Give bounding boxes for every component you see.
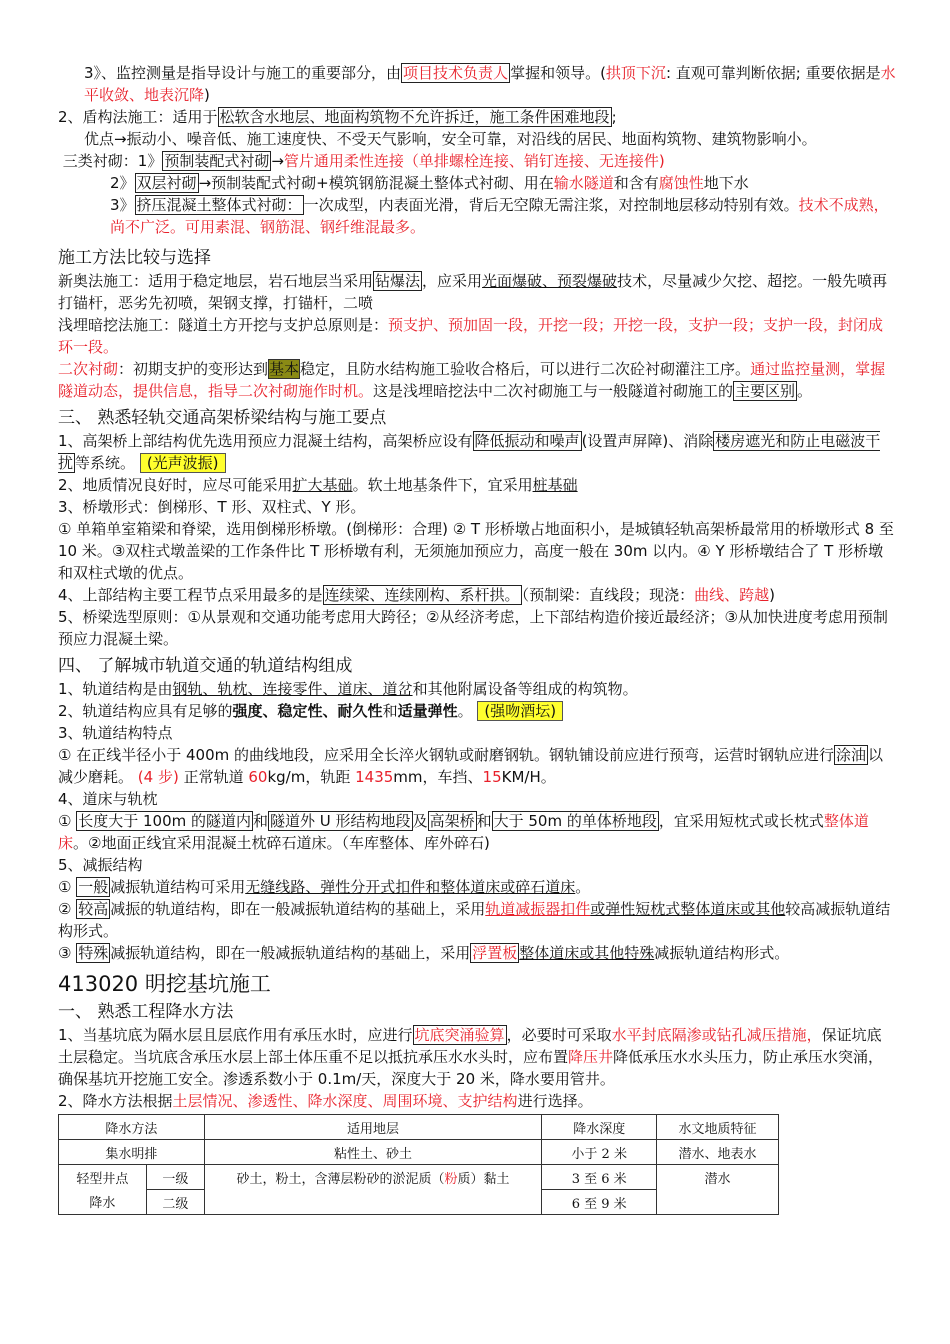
- table-cell: 潜水、地表水: [657, 1140, 779, 1165]
- text: 减振轨道结构，即在一般减振轨道结构的基础上，采用: [110, 944, 471, 962]
- text: 4、道床与轨枕: [58, 790, 158, 808]
- boxed-text: 特殊: [78, 944, 109, 962]
- table-cell: 3 至 6 米: [542, 1165, 657, 1190]
- text: : 直观可靠判断依据; 重要依据是: [665, 64, 881, 82]
- text: 新奥法施工：适用于稳定地层，岩石地层当采用: [58, 272, 374, 290]
- table-row: [59, 1165, 779, 1190]
- text: 1、轨道结构是由: [58, 680, 173, 698]
- text: 5、桥梁选型原则：①从景观和交通功能考虑用大跨径；②从经济考虑，上下部结构造价接近最经济；③从加快进度考虑用预制预应力混凝土梁。: [58, 608, 888, 648]
- text: 3、轨道结构特点: [58, 724, 173, 742]
- para-track-3: [58, 722, 896, 744]
- text: 。: [575, 878, 591, 896]
- heading-method: 施工方法比较与选择: [58, 248, 211, 268]
- red-text: 降压井: [568, 1048, 614, 1066]
- red-text: 输水隧道: [553, 174, 614, 192]
- text: ，应采用: [422, 272, 483, 290]
- boxed-text: 松软含水地层、地面构筑物不允许拆迁，施工条件困难地段: [219, 108, 610, 126]
- dewatering-table: [58, 1114, 779, 1215]
- text: ，宜采用短枕式或长枕式: [658, 812, 824, 830]
- para-pier-types: [58, 518, 896, 584]
- para-shallow: [58, 314, 896, 358]
- para-viaduct-5: [58, 606, 896, 650]
- para-dewatering-1: [58, 1024, 896, 1090]
- red-text: 腐蚀性: [658, 174, 704, 192]
- text: 3》: [110, 196, 135, 214]
- table-cell: 二级: [146, 1190, 204, 1215]
- red-text: 预支护、预加固一段，开挖一段；开挖一段，支护一段；支护一段，封闭成环一段。: [58, 316, 884, 356]
- para-rail-features: [58, 744, 896, 788]
- para-secondary-lining: [58, 358, 896, 402]
- text: 减振的轨道结构，即在一般减振轨道结构的基础上，采用: [110, 900, 486, 918]
- text: 和含有: [613, 174, 659, 192]
- boxed-text: 大于 50m 的单体桥地段: [493, 812, 657, 830]
- text: 。: [797, 382, 813, 400]
- boxed-text: 主要区别: [735, 382, 796, 400]
- table-row: [59, 1140, 779, 1165]
- table-cell: 集水明排: [59, 1140, 205, 1165]
- red-text: 项目技术负责人: [403, 64, 509, 82]
- table-cell: 降水: [59, 1190, 147, 1215]
- text: ① 单箱单室箱梁和脊梁，选用倒梯形桥墩。(倒梯形：合理) ② T 形桥墩占地面积小，是城镇轻轨高架桥最常用的桥墩形式 8 至 10 米。③双柱式墩盖梁的工作条件比 T 形桥墩有利，无须施加预应力，高度一般在 30m 以内。④ Y 形桥墩结合了 T 形桥墩和双柱式墩的优点。: [58, 520, 894, 582]
- red-text: 粉: [444, 1172, 458, 1187]
- heading-section-4: 四、 了解城市轨道交通的轨道结构组成: [58, 656, 353, 676]
- text: 降低承压水水头压力，防止承压水突涌，确保基坑开挖施工安全。渗透系数小于 0.1m/天，深度大于 20 米，降水要用管井。: [58, 1048, 884, 1088]
- text: 和: [476, 812, 492, 830]
- red-text: 拱顶下沉: [605, 64, 666, 82]
- boxed-text: 高架桥: [429, 812, 475, 830]
- red-text: 整体道床: [58, 812, 869, 852]
- red-text: 15: [482, 768, 502, 786]
- red-text: 二次衬砌: [58, 360, 119, 378]
- text: 这是浅埋暗挖法中二次衬砌施工与一般隧道衬砌施工的: [373, 382, 734, 400]
- text: 1、当基坑底为隔水层且层底作用有承压水时，应进行: [58, 1026, 413, 1044]
- underlined-text: 无缝线路、弹性分开式扣件和整体道床或碎石道床: [245, 878, 576, 896]
- boxed-text: 连续梁、连续刚构、系杆拱。: [324, 586, 520, 604]
- text: ②: [58, 900, 77, 918]
- text: 进行选择。: [517, 1092, 593, 1110]
- red-boxed-text: 浮置板: [472, 944, 518, 962]
- table-cell: 轻型井点: [59, 1165, 147, 1190]
- text: 。软土地基条件下，宜采用: [352, 476, 533, 494]
- text: 三类衬砌：1》: [62, 152, 163, 170]
- mnemonic-highlight: (强吻酒坛): [477, 701, 563, 721]
- table-cell: 6 至 9 米: [542, 1190, 657, 1215]
- para-track-5: [58, 854, 896, 876]
- para-shield: [58, 106, 896, 128]
- text: ①: [58, 812, 77, 830]
- boxed-text: 挤压混凝土整体式衬砌：: [136, 196, 302, 214]
- text: 正常轨道: [178, 768, 249, 786]
- text: 3》、监控测量是指导设计与施工的重要部分，由: [84, 64, 402, 82]
- para-advantages: [58, 128, 896, 150]
- table-cell: 潜水: [657, 1165, 779, 1215]
- para-lining-2: [58, 172, 896, 194]
- text: 砂土，粉土，含薄层粉砂的淤泥质（: [236, 1172, 445, 1187]
- underlined-text: 桩基础: [532, 476, 578, 494]
- para-track-1: [58, 678, 896, 700]
- boxed-text: 隧道外 U 形结构地段: [270, 812, 411, 830]
- heading-section-3: 三、 熟悉轻轨交通高架桥梁结构与施工要点: [58, 408, 387, 428]
- table-header-row: [59, 1115, 779, 1140]
- para-track-2: [58, 700, 896, 722]
- red-text: 60: [248, 768, 268, 786]
- para-damping-3: [58, 942, 896, 964]
- boxed-text: 钻爆法: [375, 272, 421, 290]
- text: 浅埋暗挖法施工：隧道土方开挖与支护总原则是：: [58, 316, 389, 334]
- red-boxed-text: 坑底突涌验算: [414, 1026, 505, 1044]
- text: →预制装配式衬砌+模筑钢筋混凝土整体式衬砌、用在: [198, 174, 554, 192]
- heading-main: 413020 明挖基坑施工: [58, 972, 271, 996]
- text: 和其他附属设备等组成的构筑物。: [412, 680, 638, 698]
- text: 2、轨道结构应具有足够的: [58, 702, 233, 720]
- underlined-text: 或弹性短枕式整体道床或其他: [590, 900, 786, 918]
- text: 1、高架桥上部结构优先选用预应力混凝土结构，高架桥应设有: [58, 432, 473, 450]
- text: 及: [412, 812, 428, 830]
- text: 在正线半径小于 400m 的曲线地段，应采用全长淬火钢轨或耐磨钢轨。钢轨铺设前应进行预弯，运营时钢轨应进行: [76, 746, 835, 764]
- para-monitoring: [58, 62, 896, 106]
- para-lining-3: [58, 194, 896, 238]
- table-header: 适用地层: [204, 1115, 541, 1140]
- red-text: 水平收敛、地表沉降: [84, 64, 896, 104]
- text: kg/m，轨距: [267, 768, 356, 786]
- text: 稳定，且防水结构施工验收合格后，可以进行二次砼衬砌灌注工序。: [300, 360, 751, 378]
- red-text: (4 步): [137, 768, 179, 786]
- text: ：初期支护的变形达到: [118, 360, 269, 378]
- text: 等系统。: [75, 454, 136, 472]
- boxed-text: 降低振动和噪声: [474, 432, 580, 450]
- underlined-text: 扩大基础: [292, 476, 353, 494]
- text: 2》: [110, 174, 135, 192]
- bold-text: 强度、稳定性、耐久性: [232, 702, 383, 720]
- red-text: 管片通用柔性连接（单排螺栓连接、销钉连接、无连接件): [283, 152, 665, 170]
- text: 2、降水方法根据: [58, 1092, 173, 1110]
- text: 和: [253, 812, 269, 830]
- text: 地下水: [703, 174, 749, 192]
- underlined-text: 钢轨、轨枕、连接零件、道床、道岔: [172, 680, 413, 698]
- highlighted-text: 基本: [269, 360, 300, 378]
- text: （预制梁：直线段；现浇：: [521, 586, 695, 604]
- red-underlined-text: 轨道减振器扣件: [485, 900, 591, 918]
- para-dewatering-2: [58, 1090, 896, 1112]
- text: ①: [58, 878, 77, 896]
- text: 以减少磨耗。: [58, 746, 884, 786]
- para-viaduct-2: [58, 474, 896, 496]
- text: mm，车挡、: [393, 768, 483, 786]
- document-page: [58, 62, 896, 1215]
- text: 减振轨道结构形式。: [654, 944, 790, 962]
- red-text: 1435: [355, 768, 394, 786]
- underlined-text: 光面爆破、预裂爆破: [482, 272, 618, 290]
- text: 和: [382, 702, 398, 720]
- text: 2、地质情况良好时，应尽可能采用: [58, 476, 293, 494]
- red-text: 曲线、跨越: [694, 586, 770, 604]
- para-damping-1: [58, 876, 896, 898]
- text: 优点→振动小、噪音低、施工速度快、不受天气影响，安全可靠，对沿线的居民、地面构筑物、建筑物影响小。: [84, 130, 817, 148]
- table-header: 降水方法: [59, 1115, 205, 1140]
- heading-dewatering: 一、 熟悉工程降水方法: [58, 1002, 234, 1022]
- para-track-4: [58, 788, 896, 810]
- text: 3、桥墩形式：倒梯形、T 形、双柱式、Y 形。: [58, 498, 366, 516]
- text: 一次成型，内表面光滑，背后无空隙无需注浆，对控制地层移动特别有效。: [303, 196, 799, 214]
- boxed-text: 长度大于 100m 的隧道内: [78, 812, 251, 830]
- para-lining-1: [58, 150, 896, 172]
- text: 较高减振轨道结构形式。: [58, 900, 891, 940]
- red-text: 技术不成熟，尚不广泛。可用素混、钢筋混、钢纤维混最多。: [110, 196, 889, 236]
- para-viaduct-3: [58, 496, 896, 518]
- underlined-text: 整体道床或其他特殊: [519, 944, 655, 962]
- text: 减振轨道结构可采用: [110, 878, 246, 896]
- text: KM/H。: [501, 768, 556, 786]
- text: 4、上部结构主要工程节点采用最多的是: [58, 586, 323, 604]
- text: 质）黏土: [457, 1172, 510, 1187]
- text: →: [271, 152, 284, 170]
- text: ;: [611, 108, 617, 126]
- boxed-text: 涂油: [836, 746, 867, 764]
- text: 技术，尽量减少欠挖、超挖。一般先喷再打锚杆，恶劣先初喷，架钢支撑，打锚杆，二喷: [58, 272, 888, 312]
- para-ballast: [58, 810, 896, 854]
- para-natm: [58, 270, 896, 314]
- red-text: 土层情况、渗透性、降水深度、周围环境、支护结构: [172, 1092, 518, 1110]
- text: ①: [58, 746, 77, 764]
- para-viaduct-4: [58, 584, 896, 606]
- para-damping-2: [58, 898, 896, 942]
- text: 。②地面正线宜采用混凝土枕碎石道床。（车库整体、库外碎石): [73, 834, 490, 852]
- boxed-text: 双层衬砌: [136, 174, 197, 192]
- table-header: 水文地质特征: [657, 1115, 779, 1140]
- text: ): [769, 586, 775, 604]
- boxed-text: 预制装配式衬砌: [164, 152, 270, 170]
- table-cell-soil: [204, 1165, 541, 1215]
- text: ③: [58, 944, 77, 962]
- text: 。: [457, 702, 473, 720]
- text: 掌握和领导。(: [510, 64, 606, 82]
- mnemonic-highlight: (光声波振): [140, 453, 226, 473]
- text: (设置声屏障)、消除: [581, 432, 714, 450]
- table-header: 降水深度: [542, 1115, 657, 1140]
- text: 5、减振结构: [58, 856, 143, 874]
- text: ): [204, 86, 210, 104]
- text: 2、盾构法施工：适用于: [58, 108, 218, 126]
- text: ，必要时可采取: [506, 1026, 612, 1044]
- boxed-text: 较高: [78, 900, 109, 918]
- red-text: 通过监控量测，掌握隧道动态，提供信息，指导二次衬砌施作时机。: [58, 360, 886, 400]
- boxed-text: 楼房遮光和防止电磁波干扰: [58, 432, 881, 472]
- table-cell: 小于 2 米: [542, 1140, 657, 1165]
- text: 保证坑底土层稳定。当坑底含承压水层上部土体压重不足以抵抗承压水水头时，应布置: [58, 1026, 882, 1066]
- table-cell: 一级: [146, 1165, 204, 1190]
- para-viaduct-1: [58, 430, 896, 474]
- red-text: 水平封底隔渗或钻孔减压措施，: [611, 1026, 822, 1044]
- bold-text: 适量弹性: [397, 702, 458, 720]
- table-cell: 粘性土、砂土: [204, 1140, 541, 1165]
- boxed-text: 一般: [78, 878, 109, 896]
